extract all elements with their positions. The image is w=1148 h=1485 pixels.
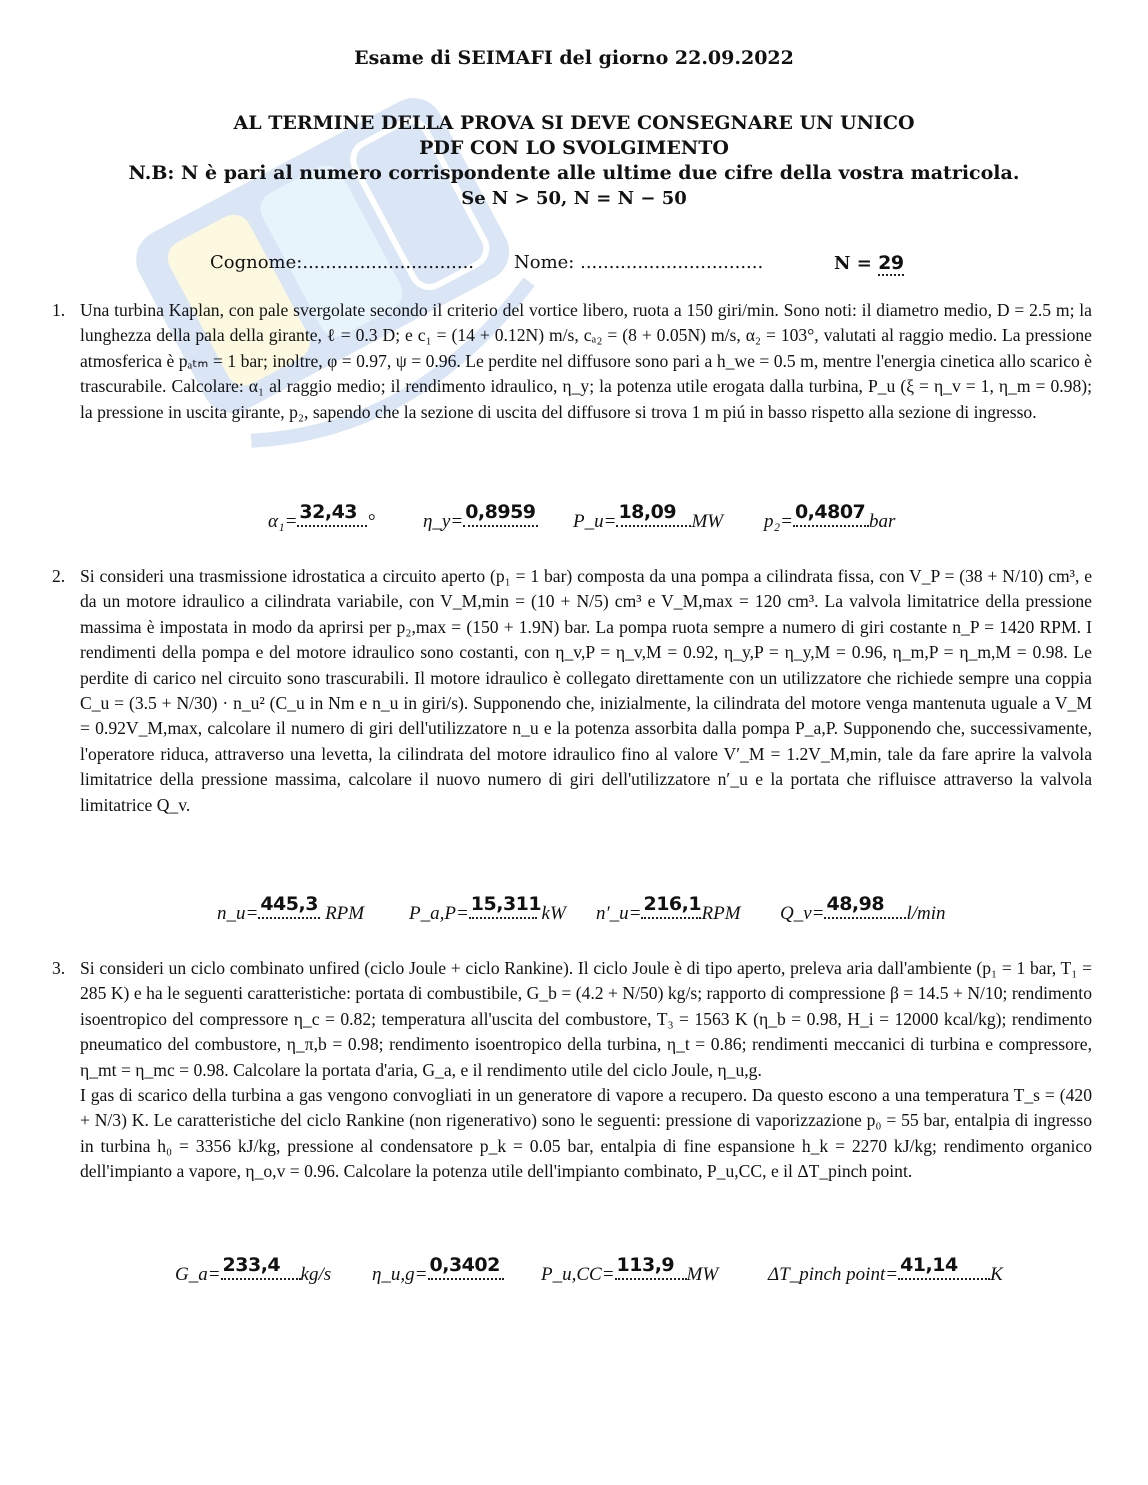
answer-eta-ug[interactable]: η_u,g= 0,3402: [372, 1258, 504, 1286]
n-field[interactable]: N = 29: [834, 252, 904, 274]
problem-text: Si consideri un ciclo combinato unfired (ciclo Joule + ciclo Rankine). Il ciclo Joule è di tipo aperto, preleva aria dall'ambiente (p₁ = 1 bar, T₁ = 285 K) e ha le seguenti caratteristiche: portata di combustibile, G_b = (4.2 + N/50) kg/s; rapporto di compressione β = 14.5 + N/10; rendimento isoentropico del compressore η_c = 0.82; temperatura all'uscita del combustore, T₃ = 1563 K (η_b = 0.98, H_i = 12000 kcal/kg); rendimento pneumatico del combustore, η_π,b = 0.98; rendimento isoentropico della turbina, η_t = 0.86; rendimenti meccanici di turbina e compressore, η_mt = η_mc = 0.98. Calcolare la portata d'aria, G_a, e il rendimento utile del ciclo Joule, η_u,g.: [80, 958, 1092, 1080]
answer-delta-t-pinch[interactable]: ΔT_pinch point= 41,14 K: [768, 1254, 1003, 1285]
answer-eta-y[interactable]: η_y= 0,8959: [423, 505, 538, 533]
answer-pu[interactable]: P_u= 18,09 MW: [573, 501, 724, 532]
problem-number: 1.: [52, 300, 66, 320]
problem-number: 3.: [52, 958, 66, 978]
answer-alpha1[interactable]: α₁= 32,43 °: [268, 501, 376, 532]
nb-text: N è pari al numero corrispondente alle ultime due cifre della vostra matricola.: [181, 162, 1020, 184]
problem-text-continued: I gas di scarico della turbina a gas vengono convogliati in un generatore di vapore a recupero. Da questo escono a una temperatura T_s = (420 + N/3) K. Le caratteristiche del ciclo Rankine (non rigenerativo) sono le seguenti: pressione di vaporizzazione p₀ = 55 bar, entalpia di ingresso in turbina h₀ = 3356 kJ/kg, pressione al condensatore p_k = 0.05 bar, entalpia di fine espansione h_k = 2270 kJ/kg; rendimento organico dell'impianto a vapore, η_o,v = 0.96. Calcolare la potenza utile dell'impianto combinato, P_u,CC, e il ΔT_pinch point.: [80, 1085, 1092, 1182]
problem-2: [52, 564, 1092, 818]
answer-nu[interactable]: n_u= 445,3 RPM: [217, 893, 365, 924]
name-field[interactable]: Nome: ................................: [514, 252, 764, 273]
answer-nu-prime[interactable]: n′_u= 216,1 RPM: [596, 893, 741, 924]
instruction-line-2: PDF CON LO SVOLGIMENTO: [419, 137, 729, 159]
answer-pucc[interactable]: P_u,CC= 113,9 MW: [541, 1254, 719, 1285]
instruction-line-1: AL TERMINE DELLA PROVA SI DEVE CONSEGNARE UN UNICO: [233, 112, 915, 134]
surname-field[interactable]: Cognome:..............................: [210, 252, 475, 273]
problem-number: 2.: [52, 566, 66, 586]
problem-1: [52, 298, 1092, 425]
problem-text: Una turbina Kaplan, con pale svergolate secondo il criterio del vortice libero, ruota a 150 giri/min. Sono noti: il diametro medio, D = 2.5 m; la lunghezza della pala della girante, ℓ = 0.3 D; e c₁ = (14 + 0.12N) m/s, cₐ₂ = (8 + 0.05N) m/s, α₂ = 103°, valutati al raggio medio. La pressione atmosferica è pₐₜₘ = 1 bar; inoltre, φ = 0.97, ψ = 0.96. Le perdite nel diffusore sono pari a h_we = 0.5 m, mentre l'energia cinetica allo scarico è trascurabile. Calcolare: α₁ al raggio medio; il rendimento idraulico, η_y; la potenza utile erogata dalla turbina, P_u (ξ = η_v = 1, η_m = 0.98); la pressione in uscita girante, p₂, sapendo che la sezione di uscita del diffusore si trova 1 m piú in basso rispetto alla sezione di ingresso.: [80, 300, 1092, 422]
n-rule: Se N > 50, N = N − 50: [461, 188, 687, 209]
answer-p2[interactable]: p₂= 0,4807 bar: [764, 501, 896, 532]
nb-note: [0, 161, 1148, 186]
nb-label: N.B:: [128, 162, 175, 184]
answer-ga[interactable]: G_a= 233,4 kg/s: [175, 1254, 332, 1285]
answer-pap[interactable]: P_a,P= 15,311 kW: [409, 893, 566, 924]
problem-3: [52, 956, 1092, 1185]
problem-text: Si consideri una trasmissione idrostatica a circuito aperto (p₁ = 1 bar) composta da una pompa a cilindrata fissa, con V_P = (38 + N/10) cm³, e da un motore idraulico a cilindrata variabile, con V_M,min = (10 + N/5) cm³ e V_M,max = 120 cm³. La valvola limitatrice della pressione massima è impostata in modo da aprirsi per p₂,max = (150 + 1.9N) bar. La pompa ruota sempre a numero di giri costante n_P = 1420 RPM. I rendimenti della pompa e del motore idraulico sono costanti, con η_v,P = η_v,M = 0.92, η_y,P = η_y,M = 0.96, η_m,P = η_m,M = 0.98. Le perdite di carico nel circuito sono trascurabili. Il motore idraulico è collegato direttamente con un utilizzatore che richiede sempre una coppia C_u = (3.5 + N/30) · n_u² (C_u in Nm e n_u in giri/s). Supponendo che, inizialmente, la cilindrata del motore venga mantenuta uguale a V_M = 0.92V_M,max, calcolare il numero di giri dell'utilizzatore n_u e la potenza assorbita dalla pompa P_a,P. Supponendo che, successivamente, l'operatore riduca, attraverso una levetta, la cilindrata del motore idraulico fino al valore V′_M = 1.2V_M,min, tale da fare aprire la valvola limitatrice della pressione massima, calcolare il nuovo numero di giri dell'utilizzatore n′_u e la portata che rifluisce attraverso la valvola limitatrice Q_v.: [80, 566, 1092, 815]
n-value-handwritten: 29: [878, 252, 904, 274]
exam-title: Esame di SEIMAFI del giorno 22.09.2022: [354, 47, 794, 69]
answer-qv[interactable]: Q_v= 48,98 l/min: [780, 893, 946, 924]
